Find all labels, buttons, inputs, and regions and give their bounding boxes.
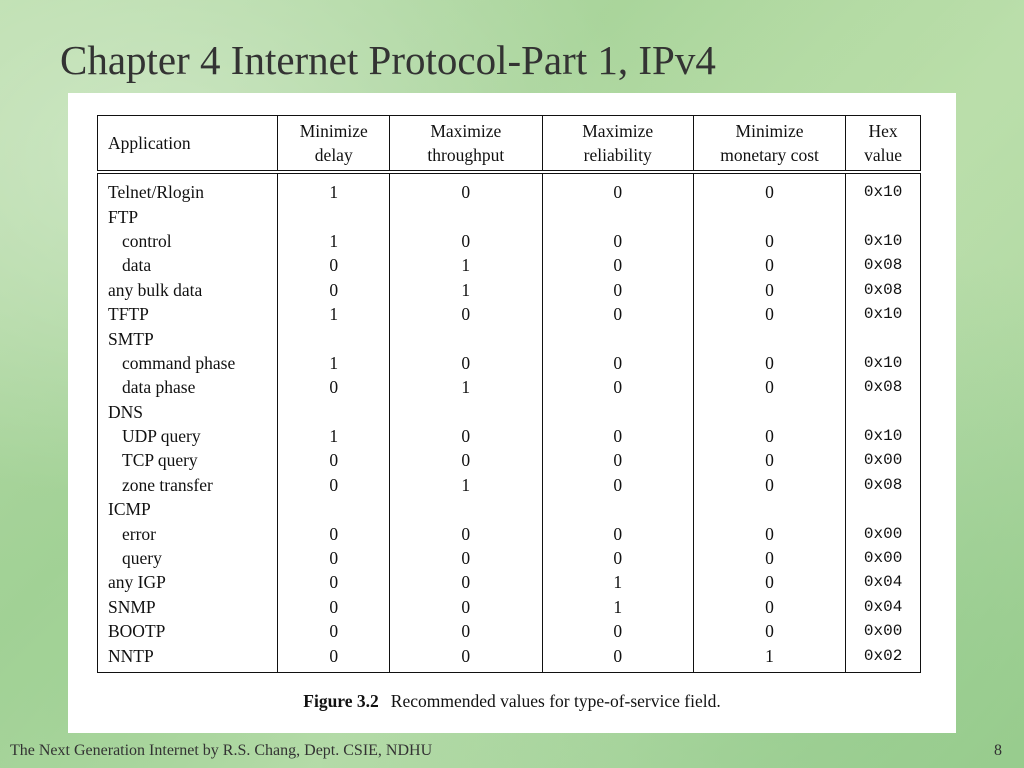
table-row — [98, 521, 921, 545]
cell-cost: 0 — [693, 521, 845, 545]
figure-panel — [68, 93, 956, 733]
cell-reliability: 0 — [542, 253, 693, 277]
table-row — [98, 643, 921, 672]
cell-reliability — [542, 326, 693, 350]
cell-reliability: 0 — [542, 229, 693, 253]
cell-hex: 0x04 — [846, 570, 921, 594]
cell-throughput: 0 — [390, 302, 542, 326]
header-line: monetary cost — [720, 145, 819, 165]
cell-delay: 0 — [278, 375, 390, 399]
table-row — [98, 473, 921, 497]
cell-hex: 0x02 — [846, 643, 921, 672]
cell-throughput: 0 — [390, 521, 542, 545]
cell-throughput: 1 — [390, 253, 542, 277]
table-row — [98, 375, 921, 399]
cell-reliability: 0 — [542, 172, 693, 204]
table-row — [98, 497, 921, 521]
cell-hex — [846, 204, 921, 228]
table-body — [98, 172, 921, 672]
cell-app: control — [98, 229, 278, 253]
cell-reliability — [542, 400, 693, 424]
table-row — [98, 302, 921, 326]
header-minimize-monetary-cost — [693, 116, 845, 173]
slide-title: Chapter 4 Internet Protocol-Part 1, IPv4 — [60, 37, 716, 83]
cell-reliability: 1 — [542, 595, 693, 619]
header-line: Minimize — [299, 121, 368, 141]
header-line: value — [864, 145, 903, 165]
cell-hex: 0x08 — [846, 278, 921, 302]
cell-hex — [846, 400, 921, 424]
cell-hex: 0x00 — [846, 619, 921, 643]
cell-cost: 0 — [693, 473, 845, 497]
cell-hex: 0x00 — [846, 448, 921, 472]
header-line: Maximize — [582, 121, 654, 141]
cell-delay: 0 — [278, 278, 390, 302]
cell-throughput: 1 — [390, 278, 542, 302]
cell-delay — [278, 497, 390, 521]
cell-app: data — [98, 253, 278, 277]
cell-throughput: 0 — [390, 595, 542, 619]
cell-app: any bulk data — [98, 278, 278, 302]
cell-cost — [693, 204, 845, 228]
figure-caption — [68, 691, 956, 712]
header-line: delay — [314, 145, 353, 165]
cell-app: FTP — [98, 204, 278, 228]
cell-delay: 0 — [278, 473, 390, 497]
header-line: Maximize — [430, 121, 502, 141]
header-line: reliability — [583, 145, 652, 165]
cell-cost: 0 — [693, 570, 845, 594]
table-row — [98, 595, 921, 619]
cell-cost: 1 — [693, 643, 845, 672]
cell-throughput — [390, 326, 542, 350]
page-number: 8 — [994, 742, 1002, 759]
header-maximize-throughput — [390, 116, 542, 173]
cell-cost — [693, 400, 845, 424]
cell-app: ICMP — [98, 497, 278, 521]
cell-reliability — [542, 204, 693, 228]
cell-throughput: 0 — [390, 351, 542, 375]
cell-delay: 0 — [278, 643, 390, 672]
figure-label: Figure 3.2 — [303, 691, 379, 711]
cell-app: TCP query — [98, 448, 278, 472]
header-line: Minimize — [735, 121, 804, 141]
cell-delay: 0 — [278, 619, 390, 643]
header-minimize-delay — [278, 116, 390, 173]
cell-throughput: 0 — [390, 546, 542, 570]
cell-cost: 0 — [693, 278, 845, 302]
cell-reliability: 0 — [542, 619, 693, 643]
cell-cost: 0 — [693, 375, 845, 399]
cell-hex: 0x10 — [846, 351, 921, 375]
cell-reliability: 0 — [542, 473, 693, 497]
cell-delay — [278, 326, 390, 350]
cell-cost: 0 — [693, 253, 845, 277]
cell-delay — [278, 400, 390, 424]
header-line: Hex — [868, 121, 898, 141]
cell-throughput: 0 — [390, 619, 542, 643]
table-header-row — [98, 116, 921, 173]
header-maximize-reliability — [542, 116, 693, 173]
cell-hex: 0x10 — [846, 172, 921, 204]
cell-delay: 0 — [278, 521, 390, 545]
cell-cost: 0 — [693, 448, 845, 472]
cell-app: zone transfer — [98, 473, 278, 497]
cell-delay — [278, 204, 390, 228]
header-hex-value — [846, 116, 921, 173]
cell-reliability: 0 — [542, 546, 693, 570]
cell-throughput: 0 — [390, 229, 542, 253]
cell-delay: 0 — [278, 448, 390, 472]
cell-throughput: 0 — [390, 643, 542, 672]
cell-hex: 0x08 — [846, 375, 921, 399]
cell-cost: 0 — [693, 619, 845, 643]
cell-cost: 0 — [693, 546, 845, 570]
cell-app: data phase — [98, 375, 278, 399]
cell-hex: 0x10 — [846, 424, 921, 448]
tos-table — [97, 115, 921, 673]
cell-reliability: 0 — [542, 375, 693, 399]
header-line: throughput — [427, 145, 505, 165]
cell-delay: 1 — [278, 351, 390, 375]
cell-throughput: 0 — [390, 448, 542, 472]
cell-app: SNMP — [98, 595, 278, 619]
cell-delay: 0 — [278, 570, 390, 594]
cell-app: error — [98, 521, 278, 545]
table-row — [98, 326, 921, 350]
cell-hex: 0x04 — [846, 595, 921, 619]
slide-footer: The Next Generation Internet by R.S. Chang, Dept. CSIE, NDHU — [10, 742, 433, 759]
cell-hex: 0x00 — [846, 546, 921, 570]
table-row — [98, 400, 921, 424]
table-row — [98, 546, 921, 570]
cell-hex: 0x08 — [846, 473, 921, 497]
cell-delay: 1 — [278, 302, 390, 326]
cell-delay: 1 — [278, 229, 390, 253]
cell-reliability: 0 — [542, 351, 693, 375]
cell-hex: 0x00 — [846, 521, 921, 545]
table-row — [98, 204, 921, 228]
table-row — [98, 424, 921, 448]
cell-delay: 1 — [278, 172, 390, 204]
cell-cost: 0 — [693, 302, 845, 326]
table-row — [98, 351, 921, 375]
cell-cost: 0 — [693, 172, 845, 204]
cell-app: Telnet/Rlogin — [98, 172, 278, 204]
cell-throughput: 0 — [390, 424, 542, 448]
caption-text: Recommended values for type-of-service field. — [390, 691, 721, 711]
cell-delay: 0 — [278, 253, 390, 277]
cell-reliability: 0 — [542, 424, 693, 448]
cell-throughput: 1 — [390, 473, 542, 497]
cell-app: TFTP — [98, 302, 278, 326]
cell-hex: 0x10 — [846, 302, 921, 326]
table-row — [98, 172, 921, 204]
cell-app: DNS — [98, 400, 278, 424]
cell-throughput: 0 — [390, 172, 542, 204]
cell-delay: 1 — [278, 424, 390, 448]
cell-reliability: 0 — [542, 521, 693, 545]
header-application: Application — [98, 116, 278, 173]
table-row — [98, 229, 921, 253]
cell-hex — [846, 326, 921, 350]
cell-throughput — [390, 400, 542, 424]
table-row — [98, 619, 921, 643]
cell-cost: 0 — [693, 229, 845, 253]
cell-app: command phase — [98, 351, 278, 375]
cell-cost — [693, 497, 845, 521]
cell-cost — [693, 326, 845, 350]
cell-reliability: 0 — [542, 643, 693, 672]
cell-cost: 0 — [693, 424, 845, 448]
cell-delay: 0 — [278, 546, 390, 570]
cell-app: SMTP — [98, 326, 278, 350]
cell-reliability — [542, 497, 693, 521]
cell-app: any IGP — [98, 570, 278, 594]
cell-app: BOOTP — [98, 619, 278, 643]
cell-reliability: 1 — [542, 570, 693, 594]
table-row — [98, 278, 921, 302]
table-row — [98, 253, 921, 277]
cell-throughput: 1 — [390, 375, 542, 399]
cell-cost: 0 — [693, 595, 845, 619]
cell-hex — [846, 497, 921, 521]
cell-cost: 0 — [693, 351, 845, 375]
cell-reliability: 0 — [542, 448, 693, 472]
cell-throughput — [390, 497, 542, 521]
cell-app: query — [98, 546, 278, 570]
table-row — [98, 570, 921, 594]
cell-hex: 0x10 — [846, 229, 921, 253]
cell-reliability: 0 — [542, 278, 693, 302]
cell-reliability: 0 — [542, 302, 693, 326]
table-row — [98, 448, 921, 472]
cell-app: NNTP — [98, 643, 278, 672]
cell-throughput — [390, 204, 542, 228]
cell-hex: 0x08 — [846, 253, 921, 277]
cell-delay: 0 — [278, 595, 390, 619]
cell-app: UDP query — [98, 424, 278, 448]
cell-throughput: 0 — [390, 570, 542, 594]
